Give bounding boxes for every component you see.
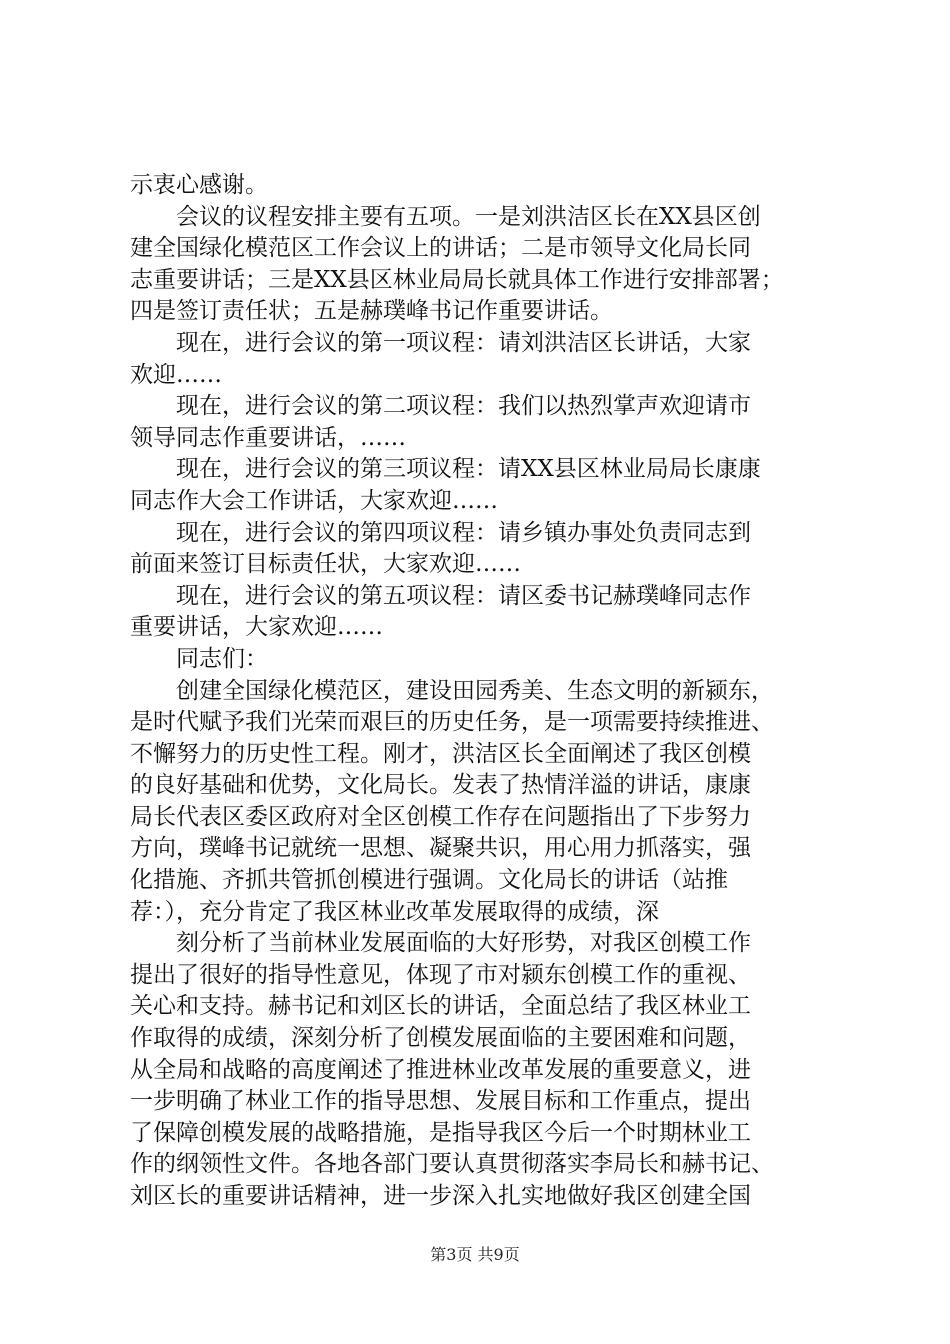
text-line: 化措施、齐抓共管抓创模进行强调。文化局长的讲话（站推 [130, 867, 728, 894]
text-line: 领导同志作重要讲话，…… [130, 424, 406, 451]
text-line: 是时代赋予我们光荣而艰巨的历史任务，是一项需要持续推进、 [130, 709, 774, 736]
text-line: 现在，进行会议的第四项议程：请乡镇办事处负责同志到 [176, 519, 751, 546]
text-line: 前面来签订目标责任状，大家欢迎…… [130, 551, 521, 578]
text-line: 创建全国绿化模范区，建设田园秀美、生态文明的新颍东， [176, 677, 774, 704]
text-line: 作取得的成绩，深刻分析了创模发展面临的主要困难和问题， [130, 1025, 751, 1052]
text-line: 方向，璞峰书记就统一思想、凝聚共识，用心用力抓落实，强 [130, 835, 751, 862]
text-line: 的良好基础和优势，文化局长。发表了热情洋溢的讲话，康康 [130, 772, 751, 799]
text-line: 从全局和战略的高度阐述了推进林业改革发展的重要意义，进 [130, 1056, 751, 1083]
text-line: 荐：），充分肯定了我区林业改革发展取得的成绩，深 [130, 898, 659, 925]
text-line: 了保障创模发展的战略措施，是指导我区今后一个时期林业工 [130, 1119, 751, 1146]
text-line: 现在，进行会议的第五项议程：请区委书记赫璞峰同志作 [176, 582, 751, 609]
text-line: 四是签订责任状；五是赫璞峰书记作重要讲话。 [130, 298, 613, 325]
text-line: 作的纲领性文件。各地各部门要认真贯彻落实李局长和赫书记、 [130, 1151, 774, 1178]
text-line: 刘区长的重要讲话精神，进一步深入扎实地做好我区创建全国 [130, 1183, 751, 1209]
text-line: 会议的议程安排主要有五项。一是刘洪洁区长在XX县区创 [176, 203, 761, 230]
text-line: 关心和支持。赫书记和刘区长的讲话，全面总结了我区林业工 [130, 993, 751, 1020]
text-line: 提出了很好的指导性意见，体现了市对颍东创模工作的重视、 [130, 961, 751, 988]
text-line: 同志作大会工作讲话，大家欢迎…… [130, 487, 498, 514]
text-line: 现在，进行会议的第三项议程：请XX县区林业局局长康康 [176, 456, 761, 483]
document-body [130, 170, 835, 1213]
text-line: 局长代表区委区政府对全区创模工作存在问题指出了下步努力 [130, 803, 751, 830]
text-line: 建全国绿化模范区工作会议上的讲话；二是市领导文化局长同 [130, 235, 751, 262]
text-line: 现在，进行会议的第二项议程：我们以热烈掌声欢迎请市 [176, 393, 751, 420]
text-line: 志重要讲话；三是XX县区林业局局长就具体工作进行安排部署； [130, 266, 784, 293]
page-footer: 第3页 共9页 [430, 1245, 520, 1264]
text-line: 重要讲话，大家欢迎…… [130, 614, 383, 641]
text-line: 一步明确了林业工作的指导思想、发展目标和工作重点，提出 [130, 1088, 751, 1115]
text-line: 刻分析了当前林业发展面临的大好形势，对我区创模工作 [176, 930, 751, 957]
text-line: 不懈努力的历史性工程。刚才，洪洁区长全面阐述了我区创模 [130, 740, 751, 767]
text-line: 示衷心感谢。 [130, 172, 268, 198]
text-line: 现在，进行会议的第一项议程：请刘洪洁区长讲话，大家 [176, 329, 751, 356]
text-line: 同志们： [176, 645, 268, 672]
text-line: 欢迎…… [130, 361, 222, 388]
